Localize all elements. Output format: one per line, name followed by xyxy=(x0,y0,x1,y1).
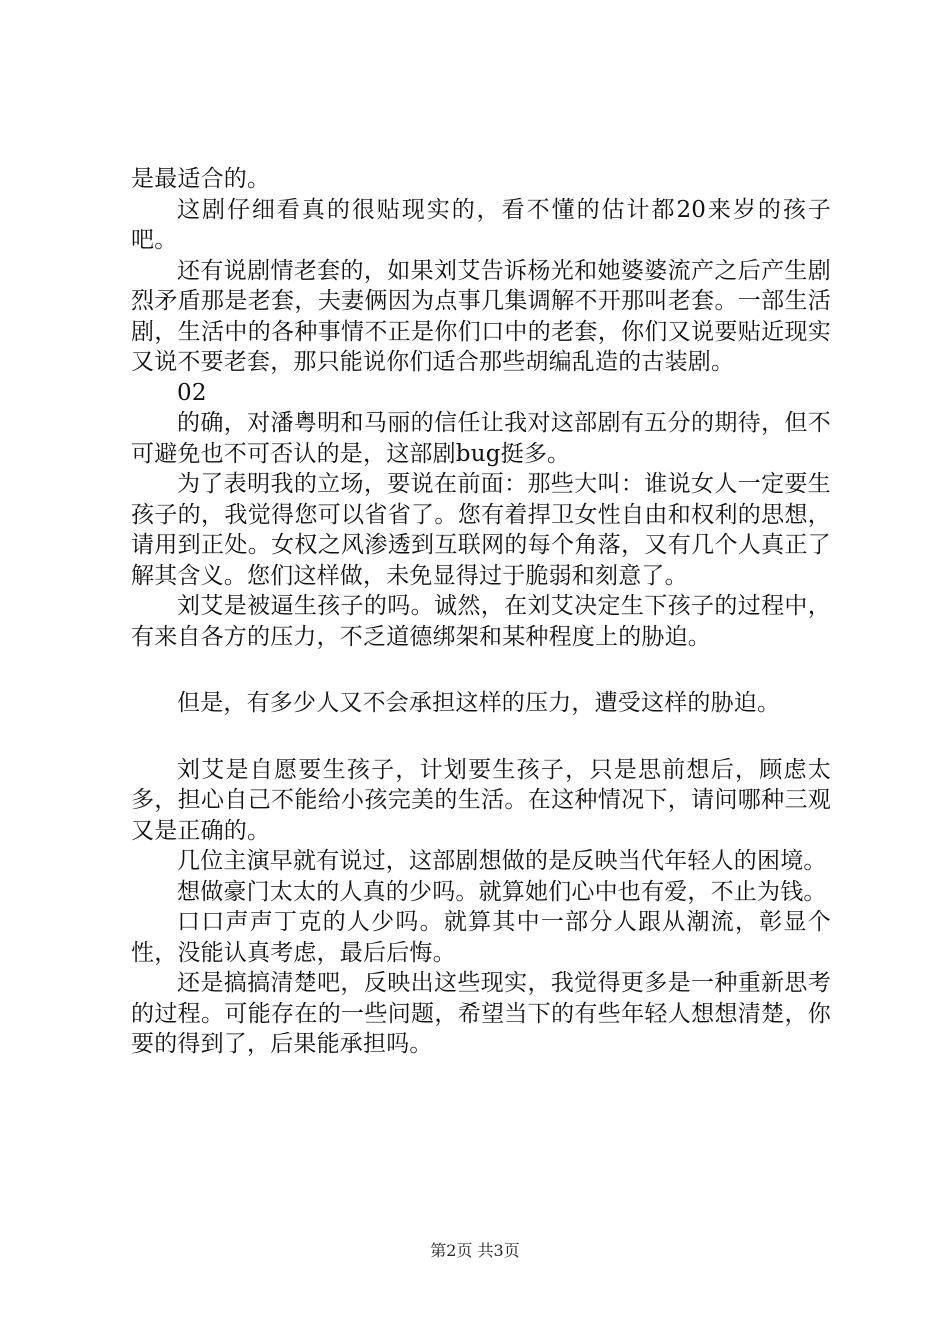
paragraph: 的确，对潘粤明和马丽的信任让我对这部剧有五分的期待，但不可避免也不可否认的是，这部剧bug挺多。 xyxy=(131,410,831,467)
blank-line xyxy=(131,652,831,688)
page-number-footer: 第2页 共3页 xyxy=(430,1241,520,1260)
section-number: 02 xyxy=(177,379,207,406)
paragraph: 这剧仔细看真的很贴现实的，看不懂的估计都20来岁的孩子吧。 xyxy=(131,196,831,253)
paragraph: 但是，有多少人又不会承担这样的压力，遭受这样的胁迫。 xyxy=(177,690,781,716)
paragraph: 刘艾是被逼生孩子的吗。诚然，在刘艾决定生下孩子的过程中，有来自各方的压力，不乏道德绑架和某种程度上的胁迫。 xyxy=(131,593,831,650)
paragraph: 刘艾是自愿要生孩子，计划要生孩子，只是思前想后，顾虑太多，担心自己不能给小孩完美的生活。在这种情况下，请问哪种三观又是正确的。 xyxy=(131,756,831,844)
paragraph: 还有说剧情老套的，如果刘艾告诉杨光和她婆婆流产之后产生剧烈矛盾那是老套，夫妻俩因为点事几集调解不开那叫老套。一部生活剧，生活中的各种事情不正是你们口中的老套，你们又说要贴近现实又说不要老套，那只能说你们适合那些胡编乱造的古装剧。 xyxy=(131,257,831,375)
paragraph: 为了表明我的立场，要说在前面：那些大叫：谁说女人一定要生孩子的，我觉得您可以省省了。您有着捍卫女性自由和权利的思想，请用到正处。女权之风渗透到互联网的每个角落，又有几个人真正了解其含义。您们这样做，未免显得过于脆弱和刻意了。 xyxy=(131,471,831,589)
paragraph: 口口声声丁克的人少吗。就算其中一部分人跟从潮流，彰显个性，没能认真考虑，最后后悔。 xyxy=(131,909,831,966)
paragraph: 还是搞搞清楚吧，反映出这些现实，我觉得更多是一种重新思考的过程。可能存在的一些问题，希望当下的有些年轻人想想清楚，你要的得到了，后果能承担吗。 xyxy=(131,970,831,1057)
document-body xyxy=(131,164,831,1060)
paragraph: 几位主演早就有说过，这部剧想做的是反映当代年轻人的困境。 xyxy=(177,848,827,874)
paragraph: 想做豪门太太的人真的少吗。就算她们心中也有爱，不止为钱。 xyxy=(177,878,827,905)
blank-line xyxy=(131,719,831,755)
paragraph-continuation: 是最适合的。 xyxy=(131,166,271,192)
